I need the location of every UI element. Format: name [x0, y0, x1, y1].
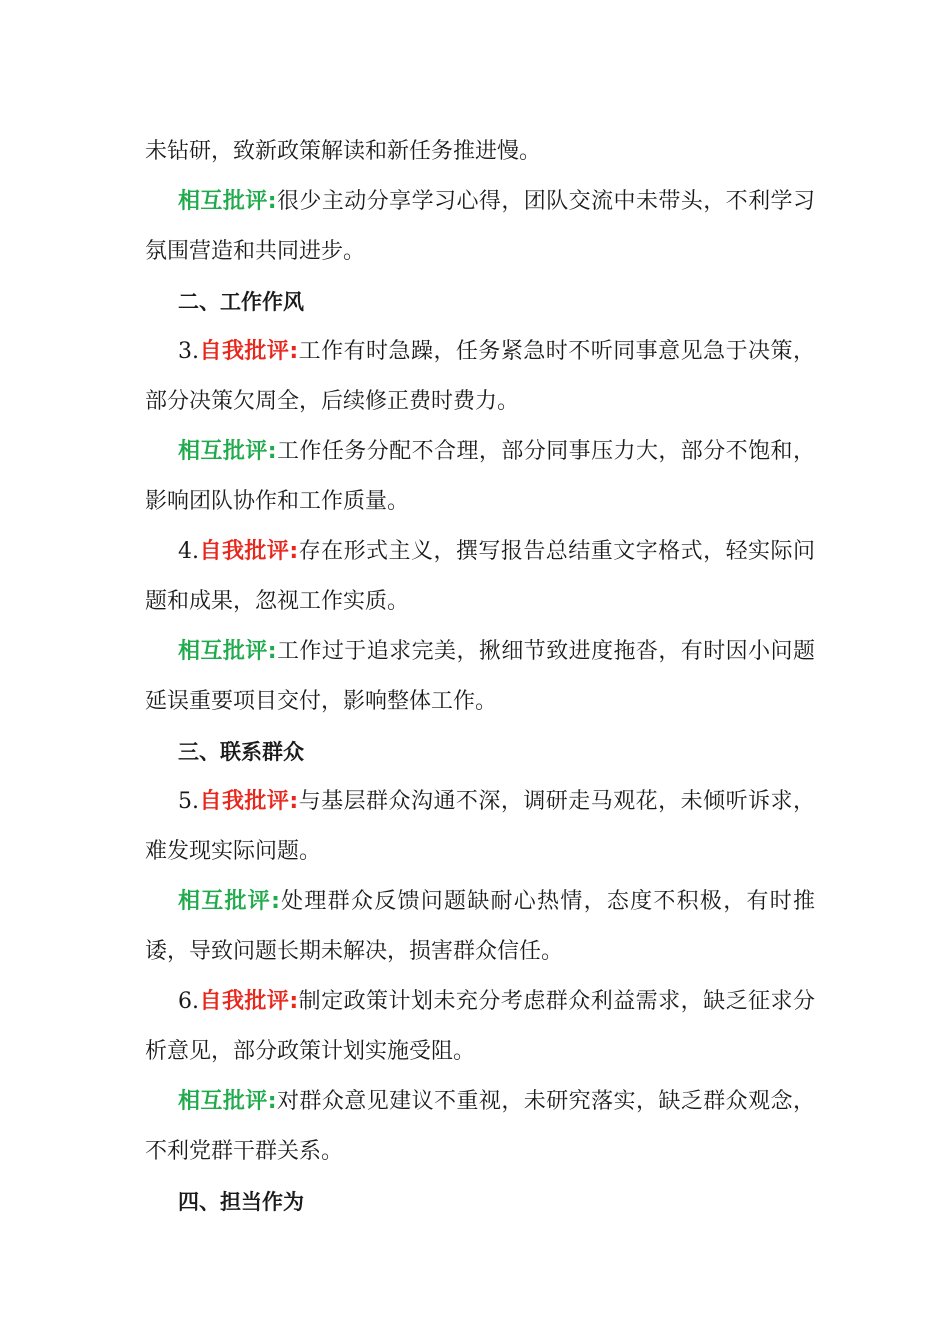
paragraph-text: 工作过于追求完美，揪细节致进度拖沓，有时因小问题延误重要项目交付，影响整体工作。	[145, 639, 815, 714]
paragraph-mutual-criticism-2	[145, 177, 815, 277]
section-heading-work-style: 二、工作作风	[178, 290, 304, 314]
paragraph-mutual-criticism-3	[145, 427, 815, 527]
mutual-criticism-label: 相互批评:	[178, 189, 277, 214]
mutual-criticism-label: 相互批评:	[178, 639, 277, 664]
paragraph-self-criticism-6	[145, 977, 815, 1077]
paragraph-mutual-criticism-4	[145, 627, 815, 727]
paragraph-continuation	[145, 127, 815, 177]
self-criticism-label: 自我批评:	[199, 789, 299, 814]
paragraph-mutual-criticism-6	[145, 1077, 815, 1177]
paragraph-mutual-criticism-5	[145, 877, 815, 977]
paragraph-text: 制定政策计划未充分考虑群众利益需求，缺乏征求分析意见，部分政策计划实施受阻。	[145, 989, 815, 1064]
mutual-criticism-label: 相互批评:	[178, 889, 280, 914]
section-heading-contact-masses: 三、联系群众	[178, 740, 304, 764]
paragraph-text: 未钻研，致新政策解读和新任务推进慢。	[145, 139, 542, 164]
item-number: 6.	[178, 989, 199, 1014]
paragraph-text: 工作任务分配不合理，部分同事压力大，部分不饱和，影响团队协作和工作质量。	[145, 439, 815, 514]
paragraph-text: 存在形式主义，撰写报告总结重文字格式，轻实际问题和成果，忽视工作实质。	[145, 539, 815, 614]
self-criticism-label: 自我批评:	[199, 539, 299, 564]
item-number: 4.	[178, 539, 199, 564]
paragraph-self-criticism-3	[145, 327, 815, 427]
item-number: 3.	[178, 339, 199, 364]
paragraph-text: 处理群众反馈问题缺耐心热情，态度不积极，有时推诿，导致问题长期未解决，损害群众信任。	[145, 889, 815, 964]
item-number: 5.	[178, 789, 199, 814]
paragraph-text: 与基层群众沟通不深，调研走马观花，未倾听诉求，难发现实际问题。	[145, 789, 815, 864]
mutual-criticism-label: 相互批评:	[178, 1089, 277, 1114]
self-criticism-label: 自我批评:	[199, 339, 299, 364]
mutual-criticism-label: 相互批评:	[178, 439, 277, 464]
self-criticism-label: 自我批评:	[199, 989, 299, 1014]
paragraph-text: 工作有时急躁，任务紧急时不听同事意见急于决策，部分决策欠周全，后续修正费时费力。	[145, 339, 815, 414]
paragraph-text: 对群众意见建议不重视，未研究落实，缺乏群众观念，不利党群干群关系。	[145, 1089, 815, 1164]
section-heading-responsibility: 四、担当作为	[178, 1190, 304, 1214]
paragraph-self-criticism-4	[145, 527, 815, 627]
paragraph-self-criticism-5	[145, 777, 815, 877]
paragraph-text: 很少主动分享学习心得，团队交流中未带头，不利学习氛围营造和共同进步。	[145, 189, 815, 264]
